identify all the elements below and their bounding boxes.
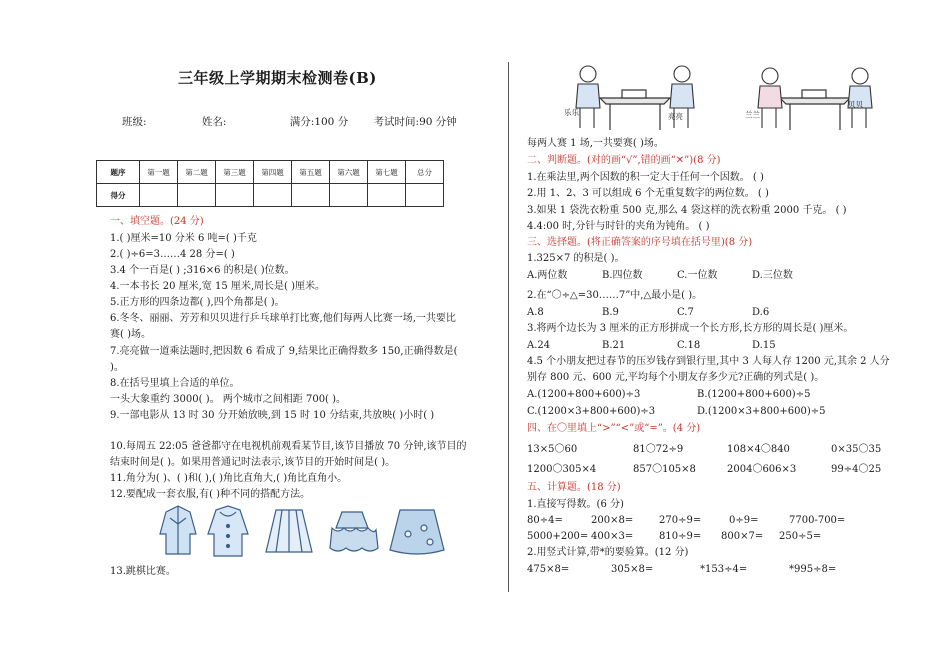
calc-item: 80÷4= [527,515,563,526]
question-2: 2.( )÷6=3……4 28 分=( ) [110,249,235,260]
compare-item: 1200〇305×4 [527,464,597,475]
vertical-calc-item: 305×8= [611,564,654,575]
class-label: 班级: [122,116,147,128]
checkers-illustration [560,62,880,132]
choice-1-option-b: B.四位数 [602,270,643,281]
judge-4: 4.4:00 时,分针与时针的夹角为钝角。 ( ) [527,221,710,232]
section-5-heading: 五、计算题。(18 分) [527,482,621,493]
child-label-lele: 乐乐 [564,108,579,117]
calc-item: 800×7= [721,531,764,542]
judge-1: 1.在乘法里,两个因数的积一定大于任何一个因数。 ( ) [527,172,764,183]
compare-item: 99÷4〇25 [831,464,882,475]
section-3-heading: 三、选择题。(将正确答案的序号填在括号里)(8 分) [527,237,753,248]
choice-4-option-c: C.(1200×3+800+600)÷3 [527,406,656,417]
question-5: 5.正方形的四条边都( ),四个角都是( )。 [110,297,285,308]
choice-2-option-a: A.8 [527,307,544,318]
question-13: 13.跳棋比赛。 [110,566,176,577]
question-10-line-2: 结束时间是( )。如果用普通记时法表示,该节目的开始时间是( )。 [110,457,396,468]
choice-2-option-c: C.7 [677,307,694,318]
calc-item: 0÷9= [729,515,759,526]
calc-1-heading: 1.直接写得数。(6 分) [527,499,624,510]
child-label-beibei: 贝贝 [848,100,863,109]
choice-3: 3.将两个边长为 3 厘米的正方形拼成一个长方形,长方形的周长是( )厘米。 [527,323,854,334]
pleated-skirt-icon [266,510,312,552]
section-1-heading: 一、填空题。(24 分) [110,216,204,227]
table-header-cell: 第二题 [178,161,216,184]
judge-2: 2.用 1、2、3 可以组成 6 个无重复数字的两位数。 ( ) [527,188,769,199]
vertical-calc-item: *153÷4= [700,564,748,575]
exam-time: 考试时间:90 分钟 [373,116,457,128]
score-header-row [97,161,444,184]
choice-2-option-d: D.6 [752,307,770,318]
choice-4-line-2: 别存 800 元、600 元,平均每个小朋友存多少元?正确的列式是( )。 [527,372,825,383]
choice-3-option-d: D.15 [752,340,776,351]
exam-info [122,116,483,129]
question-3: 3.4 个一百是( ) ;316×6 的积是( )位数。 [110,265,295,276]
choice-4-option-d: D.(1200×3+800+600)÷5 [697,406,826,417]
table-header-cell: 第六题 [330,161,368,184]
calc-item: 200×8= [591,515,634,526]
table-header-cell: 总分 [406,161,444,184]
table-header-cell: 第一题 [140,161,178,184]
compare-item: 0×35〇35 [831,444,882,455]
table-header-cell: 第四题 [254,161,292,184]
question-8-items: 一头大象重约 3000( )。 两个城市之间相距 700( )。 [110,394,347,405]
child-icon [758,68,782,128]
choice-1-option-c: C.一位数 [677,270,718,281]
judge-3: 3.如果 1 袋洗衣粉重 500 克,那么 4 袋这样的洗衣粉重 2000 千克。 ( ) [527,205,847,216]
question-4: 4.一本书长 20 厘米,宽 15 厘米,周长是( )厘米。 [110,281,326,292]
calc-item: 400×3= [591,531,634,542]
table-left-icon [600,90,670,130]
question-6-line-1: 6.冬冬、丽丽、芳芳和贝贝进行乒乓球单打比赛,他们每两人比赛一场,一共要比 [110,313,456,324]
compare-item: 13×5〇60 [527,444,578,455]
table-header-cell: 题序 [97,161,140,184]
score-cell[interactable] [368,184,406,207]
score-cell[interactable] [216,184,254,207]
question-13-cont: 每两人赛 1 场,一共要赛( )场。 [527,138,664,149]
full-score: 满分:100 分 [289,116,349,128]
score-table [96,160,444,207]
child-icon [576,66,600,128]
choice-1-option-a: A.两位数 [527,270,568,281]
choice-3-option-c: C.18 [677,340,701,351]
compare-item: 857〇105×8 [633,464,696,475]
question-6-line-2: 赛( )场。 [110,329,151,340]
question-11: 11.角分为( )、( )和( ),( )角比直角大,( )角比直角小。 [110,473,348,484]
score-cell[interactable] [254,184,292,207]
table-header-cell: 第七题 [368,161,406,184]
question-1: 1.( )厘米=10 分米 6 吨=( )千克 [110,233,257,244]
column-divider [508,62,509,592]
table-right-icon [780,90,850,130]
question-10-line-1: 10.每周五 22:05 爸爸都守在电视机前观看某节目,该节目播放 70 分钟,该节目的 [110,441,467,452]
question-8: 8.在括号里填上合适的单位。 [110,378,240,389]
clothing-illustration [156,504,446,560]
score-cell[interactable] [178,184,216,207]
section-4-heading: 四、在〇里填上“>”“<”或“=”。(4 分) [527,423,701,434]
choice-2-option-b: B.9 [602,307,619,318]
coat-icon [208,506,248,556]
score-row [97,184,444,207]
score-row-label: 得分 [97,184,140,207]
choice-3-option-a: A.24 [527,340,551,351]
ruffled-skirt-icon [330,512,378,551]
vertical-calc-item: *995÷8= [789,564,837,575]
question-9: 9.一部电影从 13 时 30 分开始放映,到 15 时 10 分结束,共放映( )小时( ) [110,410,435,421]
question-12: 12.要配成一套衣服,有( )种不同的搭配方法。 [110,489,311,500]
choice-1: 1.325×7 的积是( )。 [527,253,625,264]
calc-item: 270÷9= [659,515,702,526]
choice-3-option-b: B.21 [602,340,626,351]
calc-item: 810÷9= [659,531,702,542]
question-7-line-1: 7.亮亮做一道乘法题时,把因数 6 看成了 9,结果比正确得数多 150,正确得数是( [110,346,458,357]
jacket-icon [160,506,196,554]
compare-item: 108×4〇840 [727,444,790,455]
choice-4-option-b: B.(1200+800+600)÷5 [697,389,811,400]
question-7-line-2: )。 [110,362,124,373]
choice-2: 2.在“〇÷△=30……7”中,△最小是( )。 [527,290,703,301]
name-label: 姓名: [201,116,227,128]
choice-4-line-1: 4.5 个小朋友把过春节的压岁钱存到银行里,其中 3 人每人存 1200 元,其余 2 人分 [527,356,890,367]
compare-item: 81〇72÷9 [633,444,684,455]
calc-item: 250÷5= [779,531,822,542]
child-label-lanlan: 兰兰 [745,110,760,119]
score-cell[interactable] [330,184,368,207]
score-cell[interactable] [140,184,178,207]
table-header-cell: 第三题 [216,161,254,184]
skirt-icon [390,510,444,554]
score-cell[interactable] [406,184,444,207]
calc-item: 7700-700= [789,515,846,526]
table-header-cell: 第五题 [292,161,330,184]
calc-item: 5000+200= [527,531,589,542]
choice-1-option-d: D.三位数 [752,270,793,281]
choice-4-option-a: A.(1200+800+600)÷3 [527,389,641,400]
vertical-calc-item: 475×8= [527,564,570,575]
section-2-heading: 二、判断题。(对的画“√”,错的画“✕”)(8 分) [527,155,721,166]
calc-2-heading: 2.用竖式计算,带*的要验算。(12 分) [527,547,689,558]
page-title: 三年级上学期期末检测卷(B) [178,69,377,87]
compare-item: 2004〇606×3 [727,464,797,475]
child-label-liangliang: 亮亮 [668,112,683,121]
score-cell[interactable] [292,184,330,207]
